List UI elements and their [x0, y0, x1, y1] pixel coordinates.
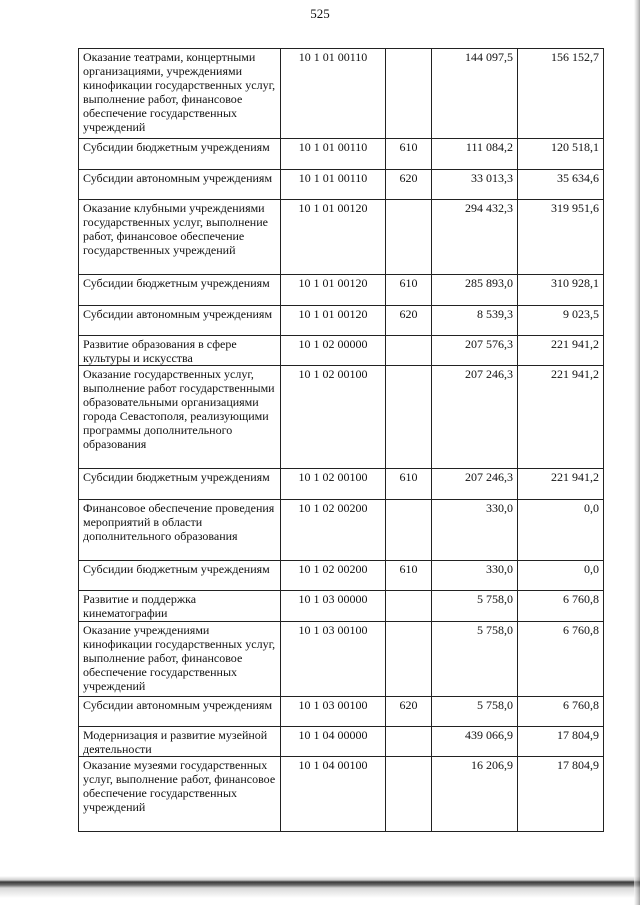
row-name: Финансовое обеспечение проведения мероприятий в области дополнительного образования [79, 500, 281, 561]
row-name: Субсидии автономным учреждениям [79, 697, 281, 727]
row-amount-year2: 221 941,2 [518, 336, 604, 366]
row-name: Субсидии автономным учреждениям [79, 170, 281, 200]
row-amount-year1: 207 246,3 [432, 366, 518, 469]
row-amount-year2: 221 941,2 [518, 366, 604, 469]
row-amount-year1: 330,0 [432, 500, 518, 561]
row-amount-year2: 17 804,9 [518, 727, 604, 757]
row-expense-type: 610 [386, 275, 432, 306]
row-code: 10 1 02 00100 [281, 366, 386, 469]
row-code: 10 1 04 00000 [281, 727, 386, 757]
row-amount-year2: 0,0 [518, 500, 604, 561]
row-name: Оказание театрами, концертными организациями, учреждениями кинофикации государственных услуг, выполнение работ, финансовое обеспечение государственных учреждений [79, 49, 281, 139]
table-row [79, 561, 604, 591]
table-row [79, 170, 604, 200]
row-name: Оказание государственных услуг, выполнение работ государственными образовательными организациями города Севастополя, реализующими программы дополнительного образования [79, 366, 281, 469]
table-row [79, 757, 604, 832]
row-name: Субсидии бюджетным учреждениям [79, 275, 281, 306]
row-name: Оказание музеями государственных услуг, выполнение работ, финансовое обеспечение государственных учреждений [79, 757, 281, 832]
row-name: Субсидии автономным учреждениям [79, 306, 281, 336]
row-expense-type: 620 [386, 697, 432, 727]
table-row [79, 306, 604, 336]
row-amount-year2: 17 804,9 [518, 757, 604, 832]
row-code: 10 1 01 00120 [281, 306, 386, 336]
row-expense-type: 610 [386, 469, 432, 500]
row-amount-year2: 0,0 [518, 561, 604, 591]
row-expense-type [386, 591, 432, 622]
row-code: 10 1 03 00100 [281, 697, 386, 727]
row-code: 10 1 02 00200 [281, 500, 386, 561]
table-row [79, 49, 604, 139]
row-expense-type [386, 727, 432, 757]
row-code: 10 1 01 00110 [281, 170, 386, 200]
table-row [79, 200, 604, 275]
page-number: 525 [310, 6, 330, 21]
row-expense-type: 620 [386, 170, 432, 200]
row-amount-year1: 439 066,9 [432, 727, 518, 757]
table-row [79, 366, 604, 469]
scan-edge-right [634, 0, 640, 905]
row-expense-type: 610 [386, 139, 432, 170]
row-amount-year1: 330,0 [432, 561, 518, 591]
row-amount-year1: 16 206,9 [432, 757, 518, 832]
row-amount-year1: 8 539,3 [432, 306, 518, 336]
row-amount-year1: 5 758,0 [432, 697, 518, 727]
table-row [79, 139, 604, 170]
row-code: 10 1 04 00100 [281, 757, 386, 832]
row-amount-year2: 221 941,2 [518, 469, 604, 500]
row-name: Субсидии бюджетным учреждениям [79, 561, 281, 591]
row-amount-year2: 9 023,5 [518, 306, 604, 336]
table-row [79, 622, 604, 697]
row-expense-type [386, 366, 432, 469]
row-code: 10 1 02 00200 [281, 561, 386, 591]
row-expense-type [386, 757, 432, 832]
table-row [79, 336, 604, 366]
table-row [79, 275, 604, 306]
row-expense-type: 610 [386, 561, 432, 591]
row-amount-year1: 111 084,2 [432, 139, 518, 170]
row-amount-year2: 35 634,6 [518, 170, 604, 200]
row-amount-year1: 207 246,3 [432, 469, 518, 500]
table-row [79, 697, 604, 727]
row-amount-year1: 33 013,3 [432, 170, 518, 200]
row-amount-year1: 294 432,3 [432, 200, 518, 275]
row-amount-year2: 6 760,8 [518, 697, 604, 727]
row-expense-type [386, 49, 432, 139]
row-code: 10 1 02 00000 [281, 336, 386, 366]
row-expense-type: 620 [386, 306, 432, 336]
row-expense-type [386, 336, 432, 366]
row-code: 10 1 01 00120 [281, 200, 386, 275]
row-amount-year1: 5 758,0 [432, 591, 518, 622]
row-amount-year2: 310 928,1 [518, 275, 604, 306]
row-name: Модернизация и развитие музейной деятельности [79, 727, 281, 757]
row-code: 10 1 03 00000 [281, 591, 386, 622]
row-amount-year1: 144 097,5 [432, 49, 518, 139]
table-row [79, 591, 604, 622]
row-code: 10 1 01 00120 [281, 275, 386, 306]
scan-edge-bottom [0, 876, 640, 898]
row-amount-year2: 156 152,7 [518, 49, 604, 139]
row-amount-year2: 319 951,6 [518, 200, 604, 275]
row-code: 10 1 01 00110 [281, 139, 386, 170]
row-amount-year2: 6 760,8 [518, 622, 604, 697]
row-name: Развитие образования в сфере культуры и искусства [79, 336, 281, 366]
table-row [79, 469, 604, 500]
table-row [79, 727, 604, 757]
row-name: Оказание учреждениями кинофикации государственных услуг, выполнение работ, финансовое обеспечение государственных учреждений [79, 622, 281, 697]
row-amount-year2: 6 760,8 [518, 591, 604, 622]
budget-table [78, 48, 604, 832]
table-row [79, 500, 604, 561]
row-name: Субсидии бюджетным учреждениям [79, 139, 281, 170]
row-expense-type [386, 622, 432, 697]
row-code: 10 1 01 00110 [281, 49, 386, 139]
row-name: Субсидии бюджетным учреждениям [79, 469, 281, 500]
row-amount-year1: 207 576,3 [432, 336, 518, 366]
row-expense-type [386, 200, 432, 275]
row-code: 10 1 03 00100 [281, 622, 386, 697]
row-name: Развитие и поддержка кинематографии [79, 591, 281, 622]
row-code: 10 1 02 00100 [281, 469, 386, 500]
row-name: Оказание клубными учреждениями государственных услуг, выполнение работ, финансовое обеспечение государственных учреждений [79, 200, 281, 275]
row-expense-type [386, 500, 432, 561]
row-amount-year1: 5 758,0 [432, 622, 518, 697]
row-amount-year2: 120 518,1 [518, 139, 604, 170]
row-amount-year1: 285 893,0 [432, 275, 518, 306]
